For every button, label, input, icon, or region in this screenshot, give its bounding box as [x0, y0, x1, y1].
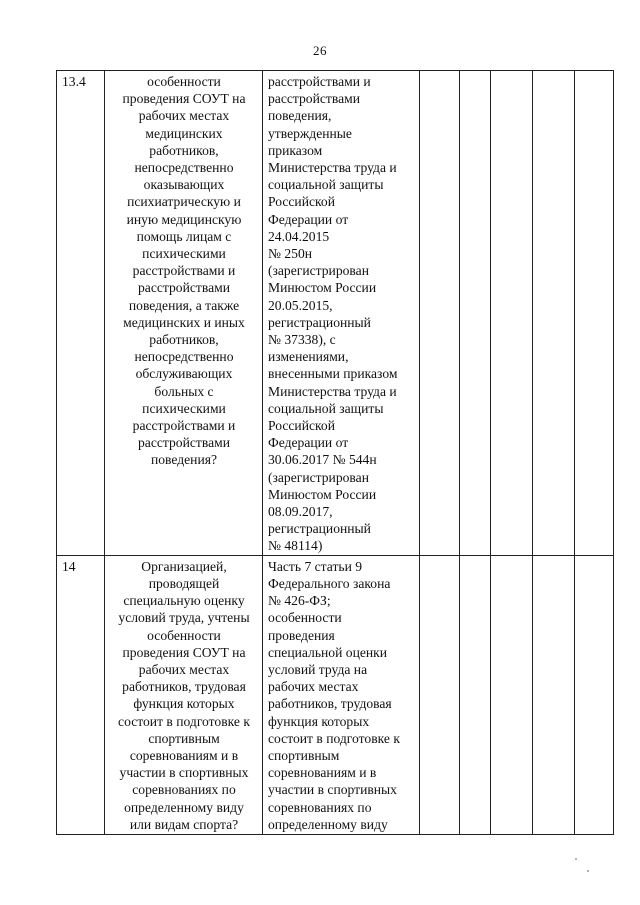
answer-cell-notes	[533, 71, 575, 556]
text-line: медицинских и иных	[123, 314, 245, 330]
text-line: помощь лицам с	[136, 228, 232, 244]
text-line: соревнованиях по	[132, 782, 236, 798]
text-line: соревнованиям и в	[129, 747, 239, 763]
reference-cell	[263, 71, 420, 556]
text-line: социальной защиты	[268, 177, 384, 193]
text-line: регистрационный	[268, 314, 371, 330]
answer-cell-extra	[575, 555, 614, 834]
text-line: рабочих местах	[268, 679, 359, 695]
text-line: состоит в подготовке к	[268, 730, 400, 746]
text-line: соревнованиям и в	[268, 765, 377, 781]
text-line: расстройствами	[138, 435, 230, 451]
text-line: № 426-ФЗ;	[268, 593, 331, 609]
text-line: Российской	[268, 418, 335, 434]
text-line: поведения,	[268, 108, 332, 124]
text-line: Федерального закона	[268, 575, 391, 591]
text-line: расстройствами и	[268, 74, 371, 89]
text-line: (зарегистрирован	[268, 469, 369, 485]
text-line: проведения СОУТ на	[122, 644, 246, 660]
text-line: участии в спортивных	[119, 765, 249, 781]
text-line: Российской	[268, 194, 335, 210]
text-line: внесенными приказом	[268, 366, 398, 382]
text-line: непосредственно	[134, 349, 234, 365]
text-line: специальную оценку	[123, 593, 245, 609]
text-line: спортивным	[148, 730, 220, 746]
row-number: 13.4	[57, 71, 105, 556]
text-line: работников, трудовая	[268, 696, 392, 712]
text-line: Организацией,	[141, 558, 227, 574]
text-line: 08.09.2017,	[268, 504, 333, 520]
scan-speck	[587, 870, 589, 872]
answer-cell-no	[460, 555, 491, 834]
text-line: специальной оценки	[268, 644, 388, 660]
text-line: Министерства труда и	[268, 160, 397, 176]
text-line: поведения, а также	[128, 297, 240, 313]
text-line: психиатрическую и	[127, 194, 241, 210]
text-line: рабочих местах	[138, 661, 230, 677]
text-line: психическими	[142, 246, 226, 262]
table-row	[57, 555, 614, 834]
text-line: № 250н	[268, 246, 313, 262]
text-line: работников,	[149, 332, 219, 348]
text-line: участии в спортивных	[268, 782, 397, 798]
text-line: условий труда на	[268, 661, 368, 677]
text-line: № 37338), с	[268, 332, 336, 348]
text-line: Министерства труда и	[268, 383, 397, 399]
text-line: особенности	[147, 627, 221, 643]
text-line: 30.06.2017 № 544н	[268, 452, 377, 468]
text-line: особенности	[147, 74, 221, 89]
reference-cell	[263, 555, 420, 834]
text-line: особенности	[268, 610, 342, 626]
text-line: рабочих местах	[138, 108, 230, 124]
text-line: расстройствами и	[132, 418, 236, 434]
text-line: проводящей	[148, 575, 220, 591]
text-line: расстройствами и	[132, 263, 236, 279]
page-number: 26	[313, 43, 327, 58]
text-line: оказывающих	[143, 177, 225, 193]
answer-cell-notes	[533, 555, 575, 834]
question-cell	[105, 555, 263, 834]
text-line: функция которых	[133, 696, 235, 712]
text-line: состоит в подготовке к	[118, 713, 250, 729]
text-line: 20.05.2015,	[268, 297, 333, 313]
text-line: утвержденные	[268, 125, 352, 141]
answer-cell-na	[491, 555, 533, 834]
text-line: расстройствами	[268, 91, 360, 107]
text-line: условий труда, учтены	[118, 610, 250, 626]
text-line: расстройствами	[138, 280, 230, 296]
text-line: приказом	[268, 142, 323, 158]
text-line: проведения СОУТ на	[122, 91, 246, 107]
text-line: определенному виду	[268, 816, 388, 832]
table-row	[57, 71, 614, 556]
text-line: психическими	[142, 400, 226, 416]
question-cell	[105, 71, 263, 556]
answer-cell-yes	[420, 555, 460, 834]
text-line: непосредственно	[134, 160, 234, 176]
text-line: изменениями,	[268, 349, 349, 365]
text-line: соревнованиях по	[268, 799, 372, 815]
answer-cell-na	[491, 71, 533, 556]
answer-cell-yes	[420, 71, 460, 556]
text-line: обслуживающих	[135, 366, 233, 382]
text-line: функция которых	[268, 713, 370, 729]
answer-cell-no	[460, 71, 491, 556]
text-line: регистрационный	[268, 521, 371, 537]
text-line: работников,	[149, 142, 219, 158]
text-line: (зарегистрирован	[268, 263, 369, 279]
text-line: медицинских	[145, 125, 223, 141]
text-line: Минюстом России	[268, 486, 377, 502]
text-line: Федерации от	[268, 435, 349, 451]
text-line: определенному виду	[124, 799, 244, 815]
checklist-table	[56, 70, 614, 835]
text-line: Часть 7 статьи 9	[268, 558, 363, 574]
text-line: Федерации от	[268, 211, 349, 227]
text-line: больных с	[154, 383, 214, 399]
text-line: или видам спорта?	[129, 816, 239, 832]
text-line: поведения?	[150, 452, 218, 468]
row-number: 14	[57, 555, 105, 834]
text-line: Минюстом России	[268, 280, 377, 296]
text-line: работников, трудовая	[122, 679, 246, 695]
text-line: спортивным	[268, 747, 340, 763]
scan-speck	[575, 858, 577, 860]
answer-cell-extra	[575, 71, 614, 556]
text-line: иную медицинскую	[126, 211, 242, 227]
text-line: 24.04.2015	[268, 228, 330, 244]
text-line: социальной защиты	[268, 400, 384, 416]
text-line: № 48114)	[268, 538, 323, 554]
text-line: проведения	[268, 627, 335, 643]
